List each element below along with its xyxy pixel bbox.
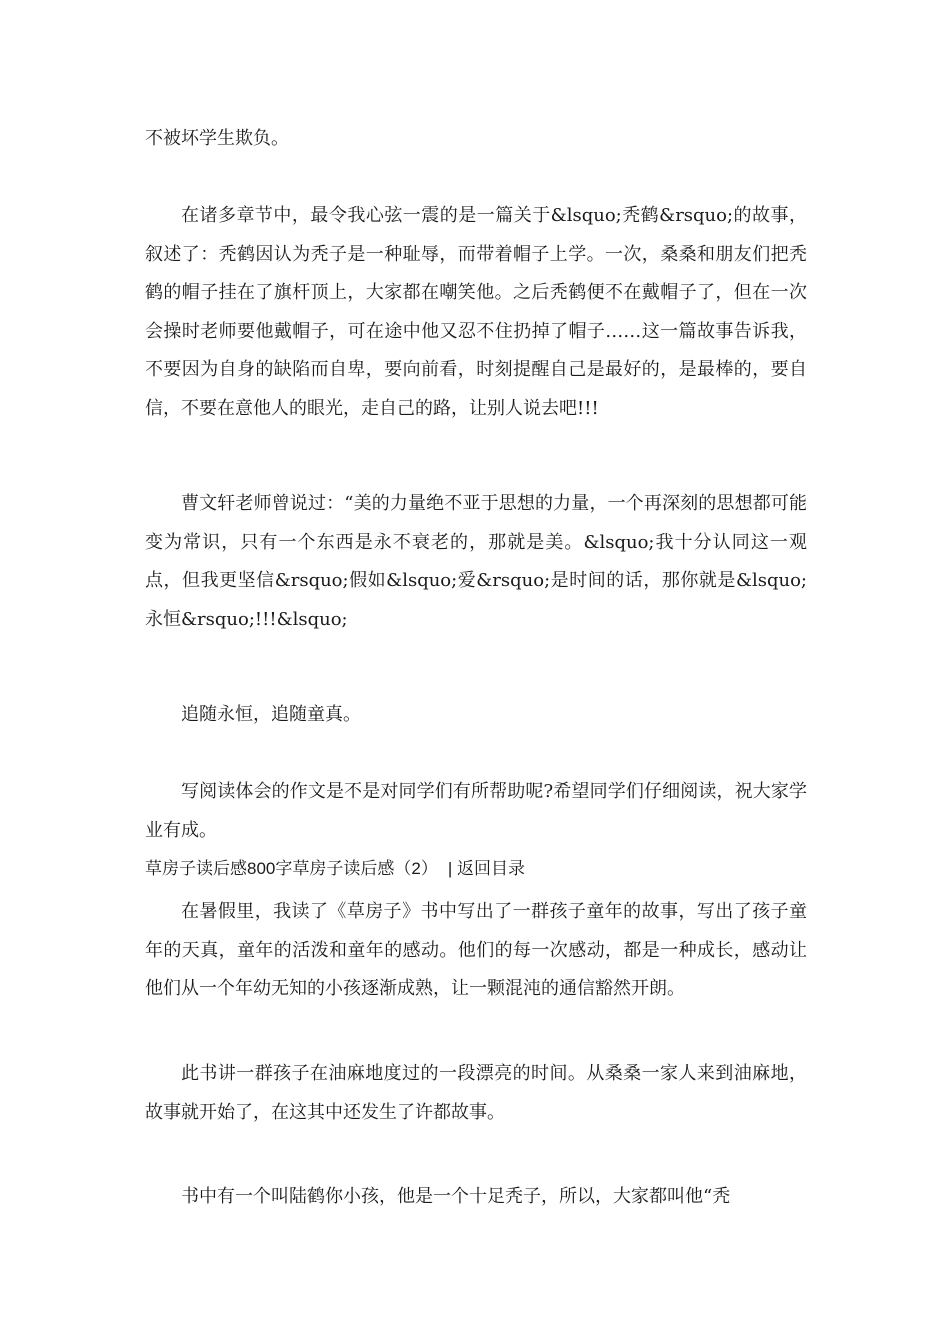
- paragraph-continuation: 不被坏学生欺负。: [145, 128, 289, 149]
- paragraph-lu-he: 书中有一个叫陆鹤你小孩，他是一个十足秃子，所以，大家都叫他“秃: [181, 1186, 731, 1207]
- paragraph-bald-crane: 在诸多章节中，最令我心弦一震的是一篇关于&lsquo;秃鹤&rsquo;的故事，叙述了：秃鹤因认为秃子是一种耻辱，而带着帽子上学。一次，桑桑和朋友们把秃鹤的帽子挂在了旗杆顶上，大家都在嘲笑他。之后秃鹤便不在戴帽子了，但在一次会操时老师要他戴帽子，可在途中他又忍不住扔掉了帽子……这一篇故事告诉我，不要因为自身的缺陷而自卑，要向前看，时刻提醒自己是最好的，是最棒的，要自信，不要在意他人的眼光，走自己的路，让别人说去吧!!!: [145, 205, 807, 419]
- back-to-contents-link[interactable]: 返回目录: [456, 859, 525, 878]
- paragraph-follow-eternity: 追随永恒，追随童真。: [181, 704, 361, 725]
- paragraph-summer-reading: 在暑假里，我读了《草房子》书中写出了一群孩子童年的故事，写出了孩子童年的天真，童年的活泼和童年的感动。他们的每一次感动，都是一种成长，感动让他们从一个年幼无知的小孩逐渐成熟，让一颗混沌的通信豁然开朗。: [145, 901, 807, 999]
- paragraph-cao-wenxuan-quote: 曹文轩老师曾说过：“美的力量绝不亚于思想的力量，一个再深刻的思想都可能变为常识，只有一个东西是永不衰老的，那就是美。&lsquo;我十分认同这一观点，但我更坚信&rsquo;假如&lsquo;爱&rsquo;是时间的话，那你就是&lsquo;永恒&rsquo;!!!&lsquo;: [145, 493, 807, 630]
- section-heading: [145, 854, 807, 884]
- section-title: 草房子读后感800字草房子读后感（2）: [145, 859, 438, 878]
- paragraph-closing-wish: 写阅读体会的作文是不是对同学们有所帮助呢?希望同学们仔细阅读，祝大家学业有成。: [145, 781, 807, 841]
- heading-separator: |: [447, 859, 453, 878]
- paragraph-book-summary: 此书讲一群孩子在油麻地度过的一段漂亮的时间。从桑桑一家人来到油麻地，故事就开始了，在这其中还发生了许都故事。: [145, 1063, 807, 1123]
